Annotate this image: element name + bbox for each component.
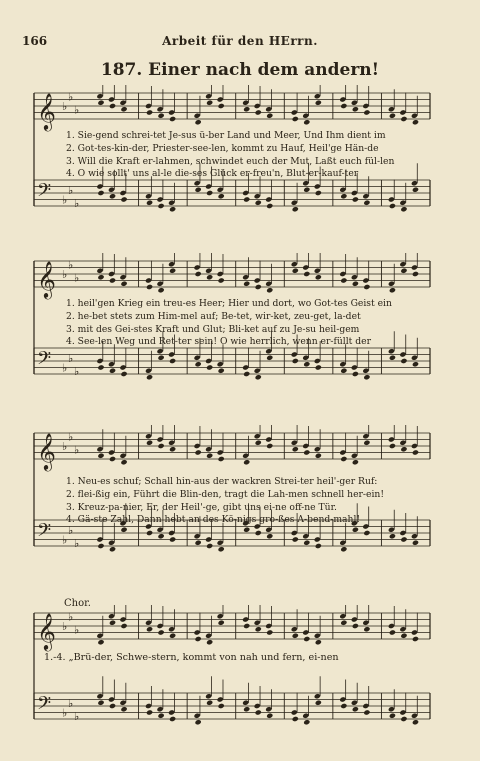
note-head	[109, 277, 116, 283]
note-head	[352, 459, 359, 465]
flat-icon: ♭	[68, 258, 74, 272]
note-head	[400, 446, 407, 452]
note-head	[352, 281, 359, 287]
note-head	[169, 536, 176, 542]
note-head	[315, 100, 322, 106]
treble-clef-icon: 𝄞	[37, 432, 56, 470]
note-head	[292, 716, 299, 722]
note-head	[218, 620, 225, 626]
flat-icon: ♭	[68, 610, 74, 624]
staff-system-chorus	[32, 605, 432, 755]
note-head	[255, 709, 262, 715]
note-head	[255, 626, 262, 632]
treble-staff	[34, 425, 430, 471]
note-head	[120, 371, 127, 377]
note-head	[340, 703, 347, 709]
note-head	[352, 706, 359, 712]
note-head	[109, 703, 116, 709]
note-head	[292, 633, 299, 639]
note-head	[303, 271, 310, 277]
note-head	[195, 449, 202, 455]
note-head	[146, 109, 153, 115]
treble-clef-icon: 𝄞	[37, 92, 56, 130]
note-head	[120, 196, 127, 202]
note-head	[158, 203, 165, 209]
note-head	[400, 716, 407, 722]
note-head	[206, 543, 213, 549]
note-head	[206, 453, 213, 459]
verse-lyrics-1	[66, 130, 436, 181]
verse-line: 3. mit des Gei-stes Kraft und Glut; Bli-ket auf zu Je-su heil-gem	[66, 323, 360, 335]
note-head	[412, 449, 419, 455]
note-head	[363, 284, 370, 290]
flat-icon: ♭	[74, 443, 80, 457]
treble-clef-icon: 𝄞	[37, 612, 56, 650]
note-head	[218, 546, 225, 552]
note-head	[109, 103, 116, 109]
note-head	[218, 277, 225, 283]
verse-line: 2. Got-tes-kin-der, Priester-see-len, kommt zu Hauf, Heil'ge Hän-de	[66, 142, 379, 154]
flat-icon: ♭	[74, 536, 80, 550]
bass-clef-icon: 𝄢	[37, 180, 52, 206]
note-head	[195, 540, 202, 546]
flat-icon: ♭	[68, 90, 74, 104]
note-head	[315, 190, 322, 196]
note-head	[255, 440, 262, 446]
note-head	[255, 284, 262, 290]
note-head	[158, 113, 165, 119]
note-head	[120, 281, 127, 287]
note-head	[352, 527, 359, 533]
flat-icon: ♭	[68, 351, 74, 365]
verse-line: 2. flei-ßig ein, Führt die Blin-den, tragt die Lah-men schnell her-ein!	[66, 488, 385, 500]
flat-icon: ♭	[62, 533, 68, 547]
note-head	[109, 456, 116, 462]
note-head	[255, 200, 262, 206]
chorus-lyric: 1.-4. „Brü-der, Schwe-stern, kommt von nah und fern, ei-nen	[44, 652, 339, 663]
note-head	[158, 287, 165, 293]
note-head	[195, 187, 202, 193]
note-head	[218, 368, 225, 374]
note-head	[400, 358, 407, 364]
flat-icon: ♭	[74, 364, 80, 378]
note-head	[158, 443, 165, 449]
note-head	[352, 371, 359, 377]
note-head	[243, 527, 250, 533]
flat-icon: ♭	[74, 271, 80, 285]
note-head	[97, 639, 104, 645]
note-head	[97, 190, 104, 196]
treble-clef-icon: 𝄞	[37, 260, 56, 298]
note-head	[292, 536, 299, 542]
bass-staff	[34, 676, 430, 725]
hymn-title: 187. Einer nach dem andern!	[100, 60, 380, 80]
note-head	[169, 116, 176, 122]
note-head	[412, 361, 419, 367]
note-head	[195, 271, 202, 277]
flat-icon: ♭	[62, 620, 68, 633]
note-head	[389, 203, 396, 209]
page-number: 166	[22, 34, 48, 48]
note-head	[389, 287, 396, 293]
note-head	[195, 361, 202, 367]
note-head	[266, 533, 273, 539]
note-head	[206, 364, 213, 370]
note-head	[169, 206, 176, 212]
note-head	[266, 443, 273, 449]
note-head	[352, 106, 359, 112]
note-head	[109, 620, 116, 626]
note-head	[158, 533, 165, 539]
bass-clef-icon: 𝄢	[37, 348, 52, 374]
note-head	[340, 103, 347, 109]
note-head	[206, 190, 213, 196]
note-head	[363, 440, 370, 446]
flat-icon: ♭	[74, 709, 80, 723]
note-head	[146, 440, 153, 446]
bass-clef-icon: 𝄢	[37, 520, 52, 546]
note-head	[206, 700, 213, 706]
note-head	[363, 109, 370, 115]
flat-icon: ♭	[74, 103, 80, 117]
verse-line: 3. Kreuz-pa-nier, Er, der Heil'-ge, gibt uns ei-ne off-ne Tür.	[66, 501, 337, 513]
note-head	[303, 719, 310, 725]
note-head	[352, 623, 359, 629]
note-head	[146, 200, 153, 206]
treble-staff	[34, 85, 430, 131]
note-head	[340, 193, 347, 199]
verse-line: 1. Neu-es schuf; Schall hin-aus der wackren Strei-ter heil'-ger Ruf:	[66, 476, 378, 487]
note-head	[120, 623, 127, 629]
flat-icon: ♭	[74, 196, 80, 210]
verse-line: 1. Sie-gend schrei-tet Je-sus ü-ber Land und Meer, Und Ihm dient im	[66, 130, 386, 141]
note-head	[146, 530, 153, 536]
note-head	[292, 358, 299, 364]
note-head	[255, 530, 262, 536]
note-head	[315, 274, 322, 280]
note-head	[169, 268, 176, 274]
note-head	[97, 700, 104, 706]
note-head	[412, 187, 419, 193]
flat-icon: ♭	[62, 268, 68, 281]
note-head	[315, 364, 322, 370]
verse-line: 3. Will die Kraft er-lahmen, schwindet euch der Mut, Laßt euch fül-len	[66, 155, 395, 167]
note-head	[266, 287, 273, 293]
note-head	[195, 119, 202, 125]
note-head	[363, 374, 370, 380]
note-head	[400, 536, 407, 542]
note-head	[97, 364, 104, 370]
flat-icon: ♭	[62, 100, 68, 113]
bass-clef-icon: 𝄢	[37, 693, 52, 719]
note-head	[97, 274, 104, 280]
flat-icon: ♭	[62, 193, 68, 207]
note-head	[120, 527, 127, 533]
note-head	[218, 456, 225, 462]
note-head	[195, 636, 202, 642]
treble-staff	[34, 253, 430, 299]
note-head	[266, 713, 273, 719]
note-head	[266, 629, 273, 635]
note-head	[340, 277, 347, 283]
note-head	[109, 193, 116, 199]
note-head	[146, 284, 153, 290]
note-head	[400, 633, 407, 639]
note-head	[146, 626, 153, 632]
note-head	[389, 629, 396, 635]
note-head	[243, 623, 250, 629]
treble-staff	[34, 605, 430, 651]
note-head	[120, 106, 127, 112]
note-head	[218, 103, 225, 109]
flat-icon: ♭	[62, 361, 68, 375]
note-head	[146, 374, 153, 380]
note-head	[340, 456, 347, 462]
note-head	[303, 187, 310, 193]
note-head	[363, 709, 370, 715]
note-head	[400, 116, 407, 122]
flat-icon: ♭	[62, 440, 68, 453]
note-head	[206, 639, 213, 645]
note-head	[158, 713, 165, 719]
flat-icon: ♭	[68, 183, 74, 197]
verse-lyrics-3	[66, 476, 436, 527]
note-head	[292, 206, 299, 212]
note-head	[315, 543, 322, 549]
note-head	[389, 533, 396, 539]
note-head	[97, 100, 104, 106]
verse-lyrics-2	[66, 298, 436, 349]
verse-line: 4. See-len Weg und Ret-ter sein! O wie herrlich, wenn er-füllt der	[66, 336, 371, 348]
note-head	[389, 113, 396, 119]
note-head	[266, 203, 273, 209]
note-head	[97, 453, 104, 459]
note-head	[255, 374, 262, 380]
note-head	[315, 700, 322, 706]
flat-icon: ♭	[68, 696, 74, 710]
note-head	[266, 113, 273, 119]
chorus-label: Chor.	[64, 598, 91, 609]
flat-icon: ♭	[62, 706, 68, 720]
note-head	[340, 368, 347, 374]
note-head	[400, 268, 407, 274]
note-head	[303, 361, 310, 367]
note-head	[266, 355, 273, 361]
note-head	[243, 706, 250, 712]
note-head	[412, 719, 419, 725]
note-head	[243, 281, 250, 287]
note-head	[146, 709, 153, 715]
note-head	[340, 546, 347, 552]
note-head	[206, 100, 213, 106]
note-head	[315, 453, 322, 459]
verse-line: 4. O wie sollt' uns al-le die-ses Glück er-freu'n, Blut-er-kauf-ter	[66, 168, 359, 180]
note-head	[412, 636, 419, 642]
running-title: Arbeit für den HErrn.	[162, 34, 318, 48]
note-head	[169, 633, 176, 639]
note-head	[218, 193, 225, 199]
note-head	[363, 200, 370, 206]
note-head	[340, 620, 347, 626]
note-head	[292, 116, 299, 122]
note-head	[243, 459, 250, 465]
verse-line: 4. Gä-ste Zahl, Dann hebt an des Kö-nigs gro-ßes A-bend-mahl!	[66, 514, 361, 526]
note-head	[400, 206, 407, 212]
note-head	[109, 546, 116, 552]
note-head	[363, 530, 370, 536]
note-head	[303, 540, 310, 546]
note-head	[158, 355, 165, 361]
note-head	[303, 636, 310, 642]
note-head	[412, 119, 419, 125]
note-head	[363, 626, 370, 632]
note-head	[120, 459, 127, 465]
note-head	[109, 368, 116, 374]
note-head	[243, 196, 250, 202]
note-head	[352, 196, 359, 202]
note-head	[412, 271, 419, 277]
flat-icon: ♭	[68, 430, 74, 444]
note-head	[169, 446, 176, 452]
note-head	[303, 119, 310, 125]
note-head	[97, 543, 104, 549]
note-head	[243, 106, 250, 112]
note-head	[169, 358, 176, 364]
note-head	[195, 719, 202, 725]
flat-icon: ♭	[68, 523, 74, 537]
note-head	[292, 446, 299, 452]
note-head	[243, 371, 250, 377]
note-head	[169, 716, 176, 722]
flat-icon: ♭	[74, 623, 80, 637]
note-head	[292, 268, 299, 274]
note-head	[412, 540, 419, 546]
note-head	[315, 639, 322, 645]
note-head	[389, 443, 396, 449]
note-head	[303, 449, 310, 455]
note-head	[158, 629, 165, 635]
note-head	[206, 274, 213, 280]
note-head	[255, 109, 262, 115]
note-head	[389, 355, 396, 361]
verse-line: 1. heil'gen Krieg ein treu-es Heer; Hier und dort, wo Got-tes Geist ein	[66, 298, 392, 309]
note-head	[389, 713, 396, 719]
note-head	[218, 703, 225, 709]
verse-line: 2. he-bet stets zum Him-mel auf; Be-tet, wir-ket, zeu-get, la-det	[66, 310, 361, 322]
note-head	[120, 706, 127, 712]
